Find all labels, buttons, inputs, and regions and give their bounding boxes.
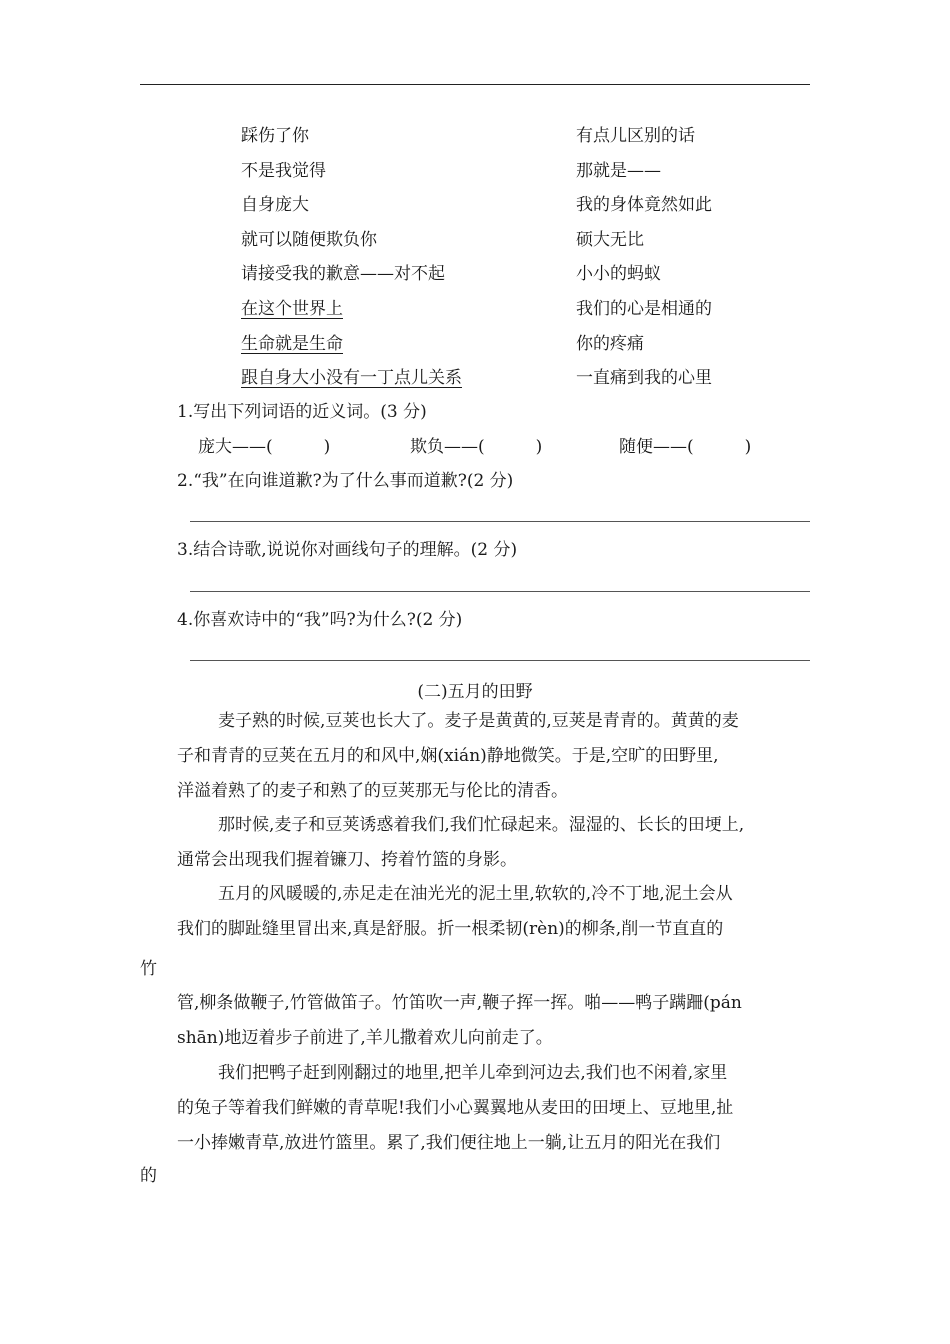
poem-row — [241, 296, 781, 331]
poem-line: 就可以随便欺负你 — [241, 229, 377, 250]
poem-row — [241, 158, 781, 193]
poem-line: 自身庞大 — [241, 195, 309, 216]
poem-line: 踩伤了你 — [241, 126, 309, 146]
question-1: 1.写出下列词语的近义词。(3 分) — [177, 402, 427, 422]
underlined-poem-line: 生命就是生命 — [241, 333, 343, 354]
section-title: (二)五月的田野 — [417, 682, 533, 702]
synonym-blank[interactable]: 庞大——( ) — [198, 437, 331, 457]
paragraph-3 — [177, 881, 811, 951]
poem-line: 有点儿区别的话 — [576, 126, 695, 146]
text-line: shān)地迈着步子前进了,羊儿撒着欢儿向前走了。 — [177, 1027, 553, 1048]
poem-line: 你的疼痛 — [576, 333, 644, 354]
poem-row — [241, 227, 781, 262]
text-line: 那时候,麦子和豆荚诱惑着我们,我们忙碌起来。湿湿的、长长的田埂上, — [218, 815, 745, 835]
poem-row — [241, 261, 781, 296]
text-line: 我们的脚趾缝里冒出来,真是舒服。折一根柔韧(rèn)的柳条,削一节直直的 — [177, 918, 724, 939]
text-line: 一小捧嫩青草,放进竹篮里。累了,我们便往地上一躺,让五月的阳光在我们 — [177, 1132, 721, 1153]
paragraph-3-cont — [177, 990, 811, 1060]
answer-line-3[interactable] — [190, 591, 810, 592]
poem-row — [241, 331, 781, 366]
text-line: 通常会出现我们握着镰刀、挎着竹篮的身影。 — [177, 849, 517, 870]
text-line: 我们把鸭子赶到刚翻过的地里,把羊儿牵到河边去,我们也不闲着,家里 — [218, 1063, 728, 1083]
paragraph-2 — [177, 812, 811, 882]
wrapped-char: 竹 — [140, 959, 157, 979]
wrapped-char: 的 — [140, 1166, 157, 1186]
underlined-poem-line: 跟自身大小没有一丁点儿关系 — [241, 368, 462, 389]
poem-line: 一直痛到我的心里 — [576, 368, 712, 389]
synonym-blank[interactable]: 随便——( ) — [619, 437, 752, 457]
underlined-poem-line: 在这个世界上 — [241, 298, 343, 319]
header-rule — [140, 84, 810, 85]
paragraph-4 — [177, 1060, 811, 1164]
question-2: 2.“我”在向谁道歉?为了什么事而道歉?(2 分) — [177, 471, 514, 491]
poem-row — [241, 123, 781, 158]
text-line: 子和青青的豆荚在五月的和风中,娴(xián)静地微笑。于是,空旷的田野里, — [177, 745, 719, 766]
poem-line: 那就是—— — [576, 160, 661, 181]
text-line: 五月的风暖暖的,赤足走在油光光的泥土里,软软的,冷不丁地,泥土会从 — [218, 884, 733, 904]
poem-line: 不是我觉得 — [241, 160, 326, 181]
poem-row — [241, 365, 781, 400]
text-line: 的兔子等着我们鲜嫩的青草呢!我们小心翼翼地从麦田的田埂上、豆地里,扯 — [177, 1097, 734, 1118]
poem-line: 我的身体竟然如此 — [576, 195, 712, 216]
poem-line: 硕大无比 — [576, 229, 644, 250]
synonym-blank[interactable]: 欺负——( ) — [410, 437, 543, 457]
synonym-row — [198, 434, 798, 460]
text-line: 麦子熟的时候,豆荚也长大了。麦子是黄黄的,豆荚是青青的。黄黄的麦 — [218, 711, 739, 731]
poem-line: 小小的蚂蚁 — [576, 264, 661, 285]
poem-line: 请接受我的歉意——对不起 — [241, 264, 445, 285]
text-line: 洋溢着熟了的麦子和熟了的豆荚那无与伦比的清香。 — [177, 780, 568, 801]
question-3: 3.结合诗歌,说说你对画线句子的理解。(2 分) — [177, 540, 518, 560]
question-4: 4.你喜欢诗中的“我”吗?为什么?(2 分) — [177, 610, 463, 630]
answer-line-4[interactable] — [190, 660, 810, 661]
answer-line-2[interactable] — [190, 521, 810, 522]
text-line: 管,柳条做鞭子,竹管做笛子。竹笛吹一声,鞭子挥一挥。啪——鸭子蹒跚(pán — [177, 993, 742, 1013]
poem — [241, 123, 781, 400]
poem-row — [241, 192, 781, 227]
poem-line: 我们的心是相通的 — [576, 298, 712, 319]
paragraph-1 — [177, 708, 811, 812]
